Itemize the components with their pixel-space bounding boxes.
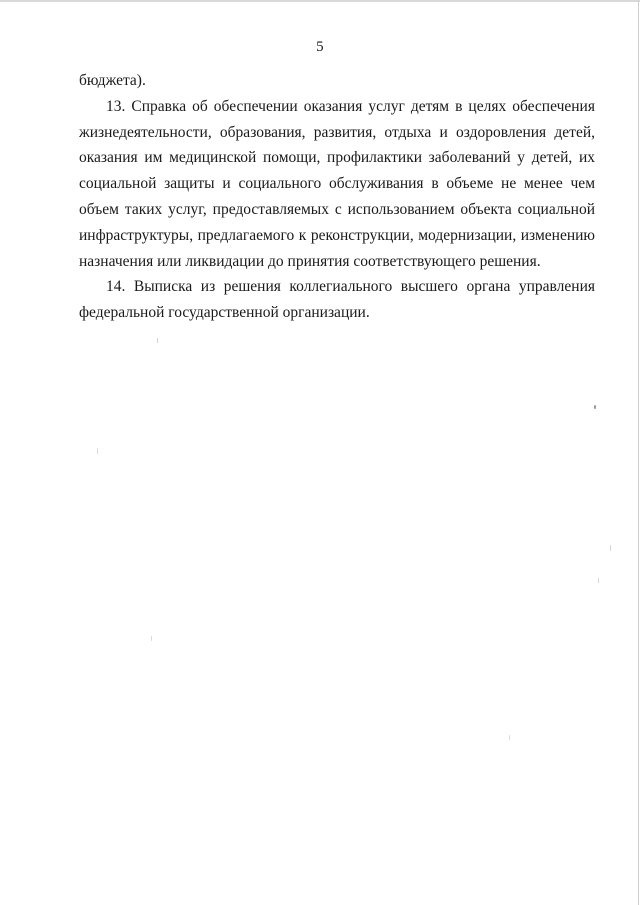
scan-top-edge <box>0 0 640 2</box>
document-body <box>79 68 595 326</box>
scan-speck <box>97 448 98 454</box>
scan-speck <box>509 735 510 740</box>
scan-speck <box>151 636 152 641</box>
scan-speck <box>594 405 596 409</box>
scan-right-edge <box>638 0 639 905</box>
scan-speck <box>598 578 599 583</box>
page-number: 5 <box>316 39 324 55</box>
paragraph-continuation: бюджета). <box>79 72 146 89</box>
paragraph-item-13: 13. Справка об обеспечении оказания услуг детям в целях обеспечения жизнедеятельности, образования, развития, отдыха и оздоровления детей, оказания им медицинской помощи, профилактики заболеваний у детей, их социальной защиты и социального обслуживания в объеме не менее чем объем таких услуг, предоставляемых с использованием объекта социальной инфраструктуры, предлагаемого к реконструкции, модернизации, изменению назначения или ликвидации до принятия соответствующего решения. <box>79 97 595 270</box>
scan-speck <box>610 545 611 551</box>
scan-speck <box>157 338 158 343</box>
paragraph-item-14: 14. Выписка из решения коллегиального высшего органа управления федеральной государственной организации. <box>79 278 595 322</box>
